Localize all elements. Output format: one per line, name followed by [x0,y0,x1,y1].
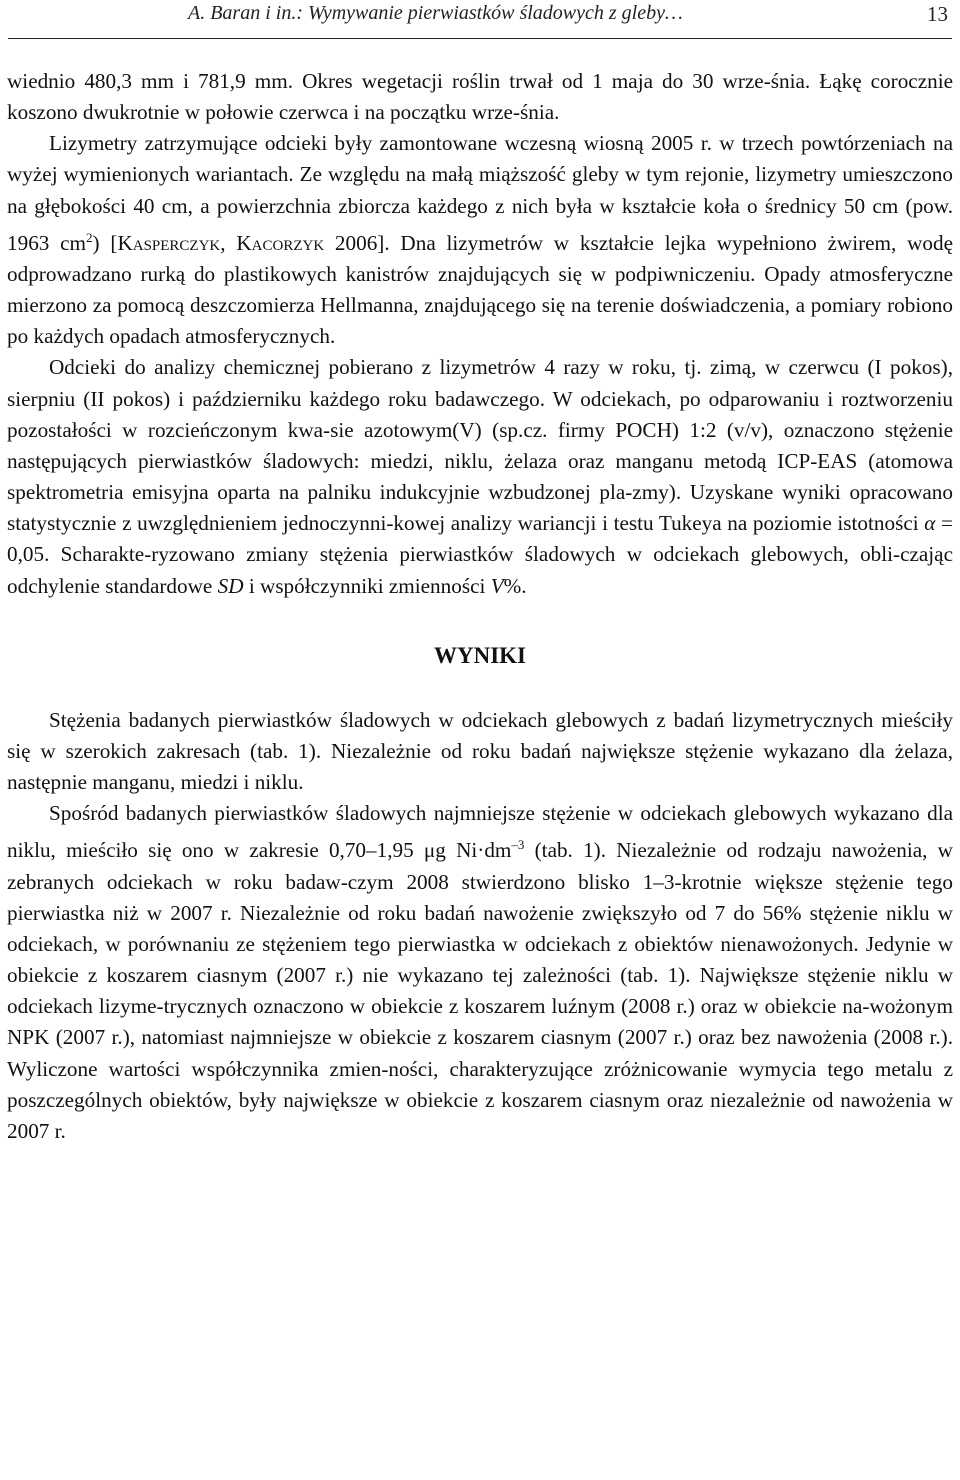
paragraph-methods: Odcieki do analizy chemicznej pobierano z lizymetrów 4 razy w roku, tj. zimą, w czerwcu (I pokos), sierpniu (II pokos) i październiku każdego roku badawczego. W odciekach, po odparowaniu i roztworzeniu pozostałości w rozcieńczonym kwa-sie azotowym(V) (sp.cz. firmy POCH) 1:2 (v/v), oznaczono stężenie następujących pierwiastków śladowych: miedzi, niklu, żelaza oraz manganu metodą ICP-EAS (atomowa spektrometria emisyjna oparta na palniku indukcyjnie wzbudzonej pla-zmy). Uzyskane wyniki opracowano statystycznie z uwzględnieniem jednoczynni-kowej analizy wariancji i testu Tukeya na poziomie istotności α = 0,05. Scharakte-ryzowano zmiany stężenia pierwiastków śladowych w odciekach glebowych, obli-czając odchylenie standardowe SD i współczynniki zmienności V%. [7,355,953,598]
paragraph-lysimeters: Lizymetry zatrzymujące odcieki były zamontowane wczesną wiosną 2005 r. w trzech powtórzeniach na wyżej wymienionych wariantach. Ze względu na małą miąższość gleby w tym rejonie, lizymetry umieszczono na głębokości 40 cm, a powierzchnia zbiorcza każdego z nich była w kształcie koła o średnicy 50 cm (pow. 1963 $cm^2$) [Kasperczyk, Kacorzyk 2006]. Dna lizymetrów w kształcie lejka wypełniono żwirem, wodę odprowadzano rurką do plastikowych kanistrów znajdujących się w podpiwniczeniu. Opady atmosferyczne mierzono za pomocą deszczomierza Hellmanna, znajdującego się na terenie doświadczenia, a pomiary robiono po każdych opadach atmosferycznych. [7,131,953,349]
running-title: A. Baran i in.: Wymywanie pierwiastków śladowych z gleby… [188,2,683,24]
v-symbol: V [490,573,504,598]
running-header [8,0,952,39]
paragraph-growing-season: wiednio 480,3 mm i 781,9 mm. Okres wegetacji roślin trwał od 1 maja do 30 wrze-śnia. Łąkę corocznie koszono dwukrotnie w połowie czerwca i na początku wrze-śnia. [7,69,953,125]
citation-author: Kacorzyk [236,230,325,255]
paragraph-nickel: Spośród badanych pierwiastków śladowych najmniejsze stężenie w odciekach glebowych wykazano dla niklu, mieściło się ono w zakresie 0,70–1,95 μg $Ni\cdot dm^{-3}$ (tab. 1). Niezależnie od rodzaju nawożenia, w zebranych odciekach w roku badaw-czym 2008 stwierdzono blisko 1–3-krotnie większe stężenie tego pierwiastka niż w 2007 r. Niezależnie od roku badań nawożenie zwiększyło od 7 do 56% stężenie niklu w odciekach, w porównaniu ze stężeniem tego pierwiastka w odciekach z obiektów nienawożonych. Jedynie w obiekcie z koszarem ciasnym (2007 r.) nie wykazano tej zależności (tab. 1). Największe stężenie niklu w odciekach lizyme-trycznych oznaczono w obiekcie z koszarem luźnym (2008 r.) oraz w obiekcie na-wożonym NPK (2007 r.), natomiast najmniejsze w obiekcie z koszarem ciasnym (2007 r.) oraz bez nawożenia (2008 r.). Wyliczone wartości współczynnika zmien-ności, charakteryzujące zróżnicowanie wymycia tego metalu z poszczególnych obiektów, były największe w obiekcie z koszarem ciasnym oraz niezależnie od nawożenia w 2007 r. [7,801,953,1143]
sd-symbol: SD [217,573,244,598]
superscript: –3 [511,837,525,853]
page-number: 13 [927,2,948,26]
superscript: 2 [86,229,93,245]
article-body [7,66,953,1147]
citation-author: Kasperczyk [117,230,221,255]
section-heading: WYNIKI [433,642,526,668]
alpha-symbol: α [924,511,936,536]
paragraph-results-intro: Stężenia badanych pierwiastków śladowych w odciekach glebowych z badań lizymetrycznych mieściły się w szerokich zakresach (tab. 1). Niezależnie od roku badań największe stężenie wykazano dla żelaza, następnie manganu, miedzi i niklu. [7,707,953,795]
